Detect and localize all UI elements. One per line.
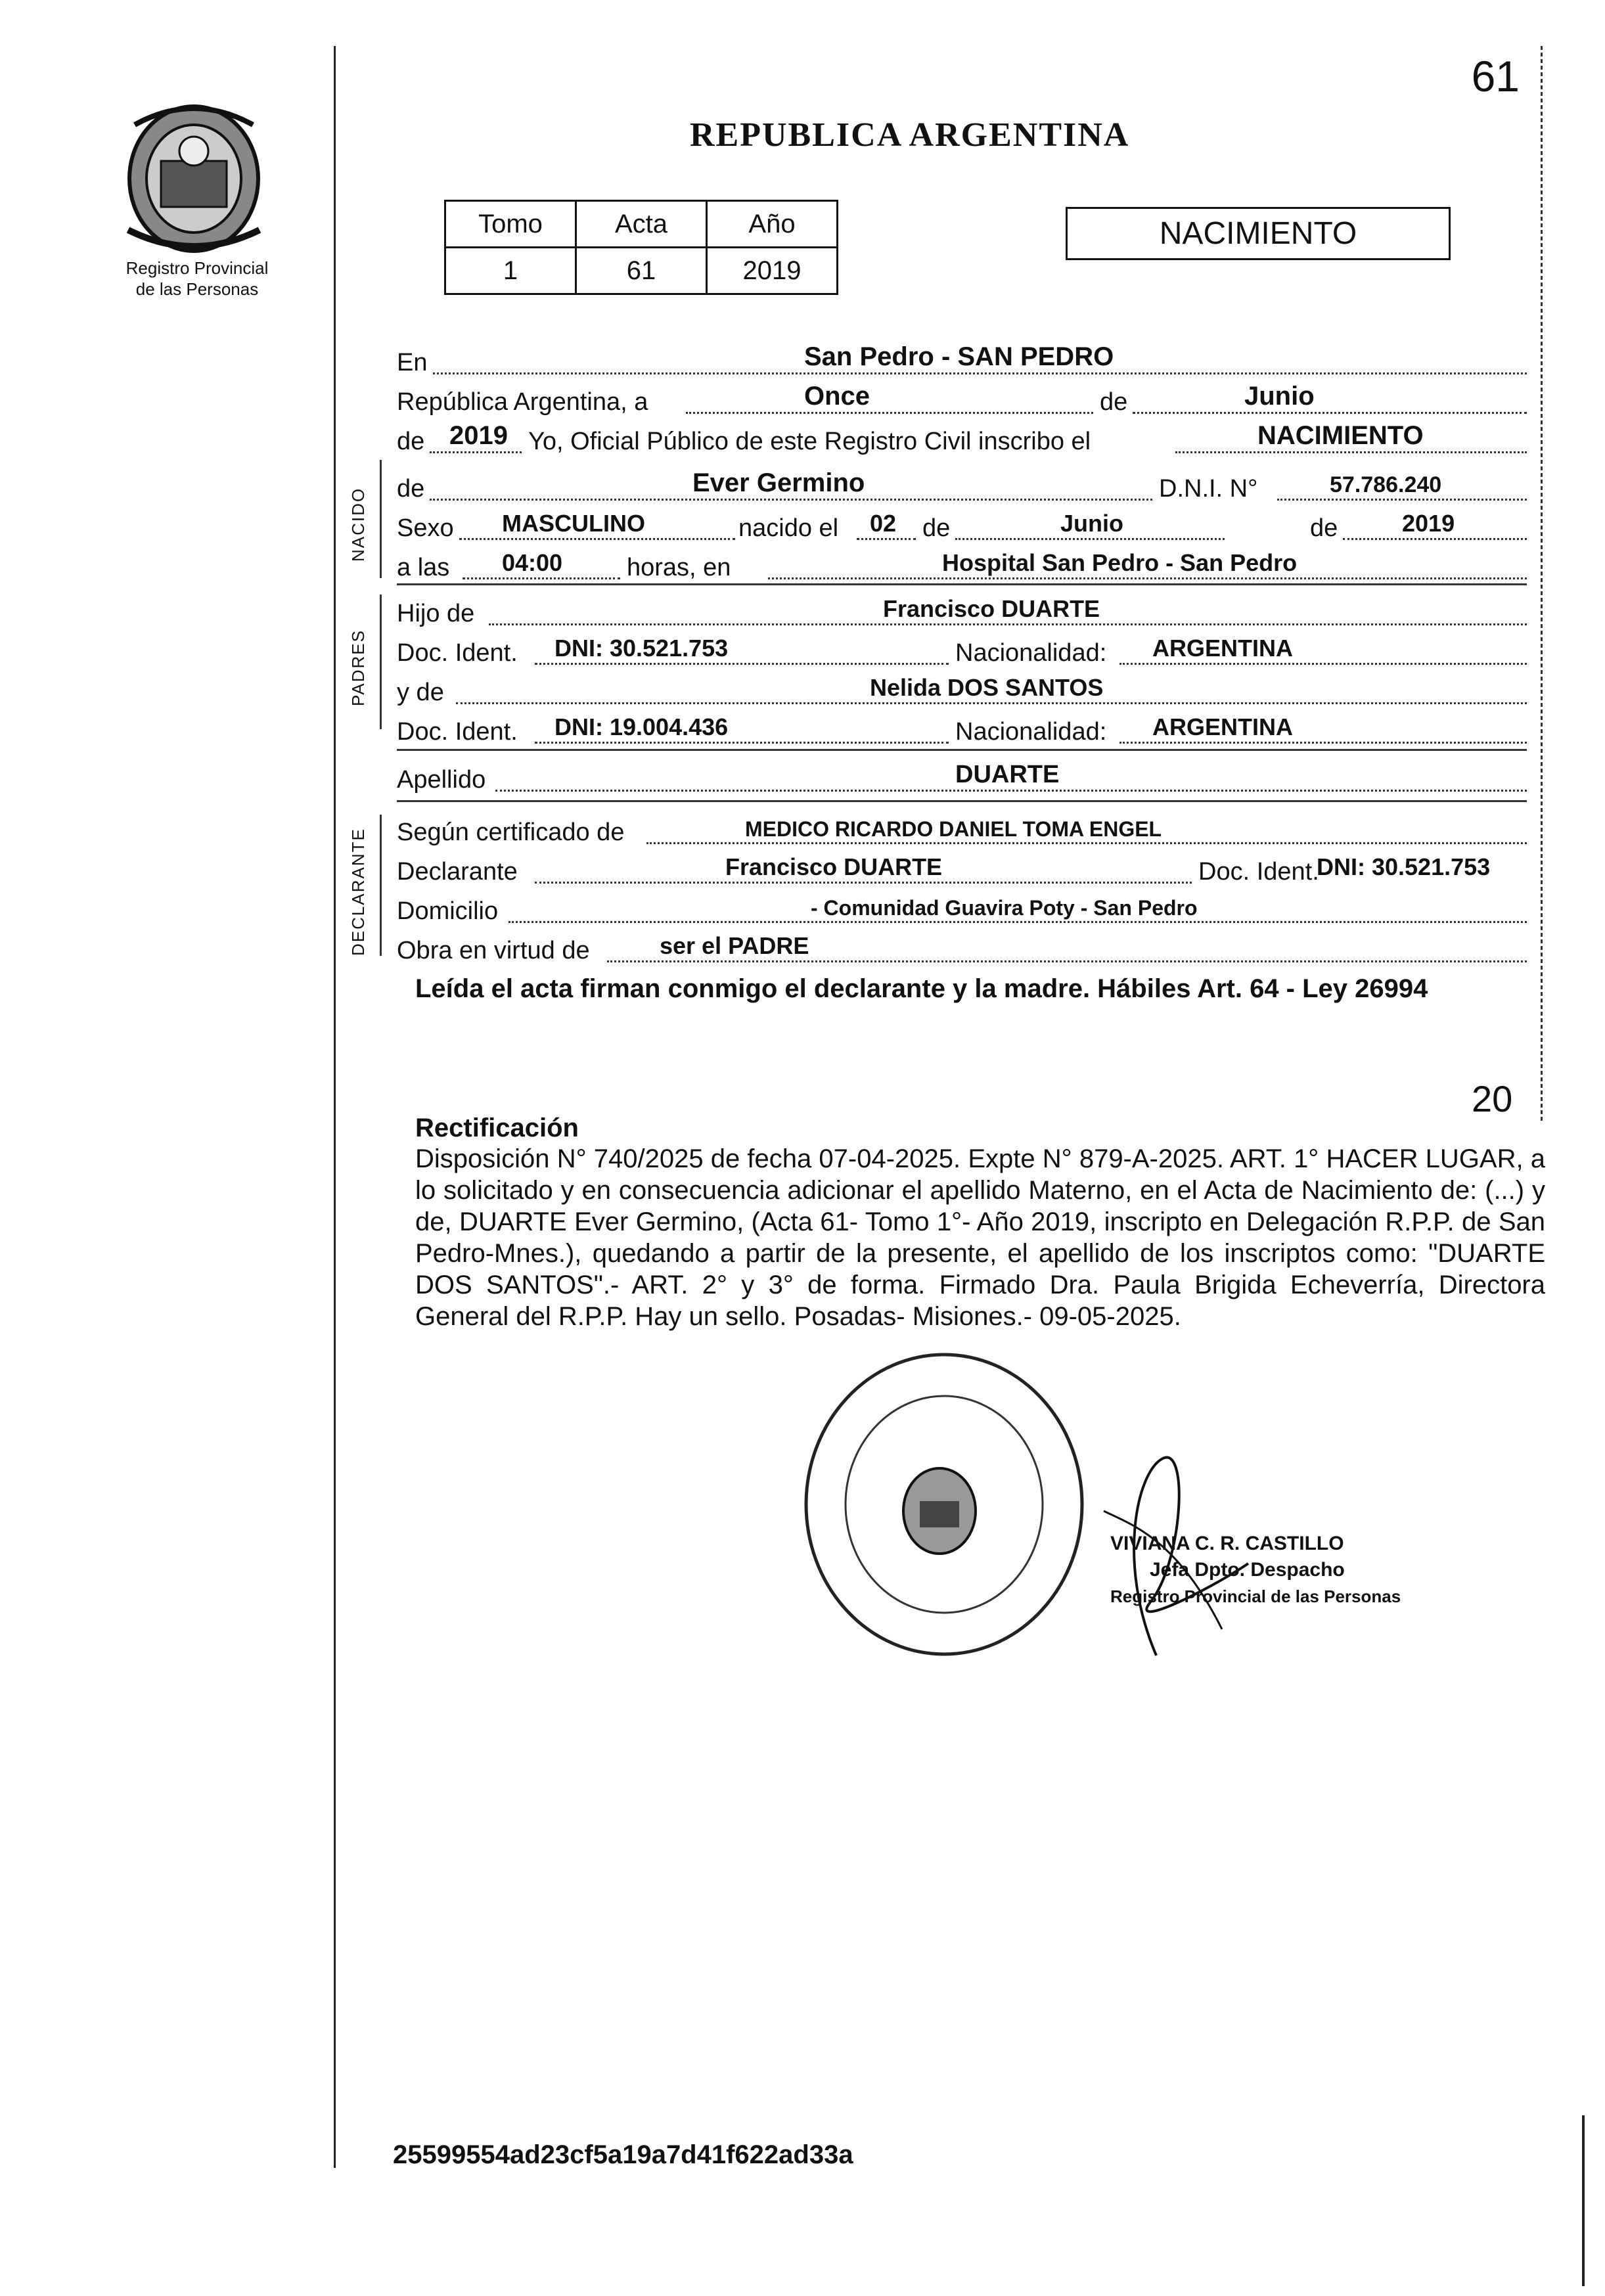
born-de2: de [1310,514,1338,542]
ref-header-ano: Año [707,201,838,248]
mother-nationality: ARGENTINA [1152,713,1293,740]
ref-value-ano: 2019 [707,248,838,294]
acting-value: ser el PADRE [660,932,809,959]
republica-label: República Argentina, a [397,388,648,416]
line-official [397,420,1527,460]
ref-value-tomo: 1 [445,248,576,294]
line-father [397,593,1527,632]
certificate-value: MEDICO RICARDO DANIEL TOMA ENGEL [745,817,1162,841]
parents-divider [397,749,1527,751]
line-father-doc [397,632,1527,671]
sex-label: Sexo [397,514,454,542]
born-de1: de [922,514,951,542]
line-acting [397,930,1527,969]
father-doc: DNI: 30.521.753 [554,635,729,662]
mother-doc-label: Doc. Ident. [397,718,518,746]
born-de-label: de [397,475,425,503]
signer-stamp [1110,1531,1401,1609]
father-name: Francisco DUARTE [883,595,1100,622]
surname-value: DUARTE [955,761,1060,788]
declarant-name: Francisco DUARTE [725,853,943,880]
line-surname [397,759,1527,798]
signer-role: Jefa Dpto. Despacho [1150,1559,1345,1581]
document-hash: 25599554ad23cf5a19a7d41f622ad33a [393,2140,853,2169]
line-place [397,342,1527,381]
born-day: 02 [870,510,897,537]
time-label: a las [397,554,450,581]
registry-caption-line1: Registro Provincial [125,258,269,278]
and-label: y de [397,679,444,706]
born-divider [397,583,1527,585]
declarant-doc: DNI: 30.521.753 [1317,853,1491,880]
born-year: 2019 [1402,510,1455,537]
born-month: Junio [1060,510,1123,537]
line-born-time [397,547,1527,586]
declarant-section-label: DECLARANTE [348,828,368,956]
declarant-label: Declarante [397,858,518,886]
registration-place: San Pedro - SAN PEDRO [804,342,1114,371]
born-sex: MASCULINO [502,510,645,537]
official-seal-stamp [798,1347,1091,1662]
born-bracket [380,460,382,578]
en-label: En [397,349,428,376]
rectification-title: Rectificación [415,1114,579,1142]
signer-office: Registro Provincial de las Personas [1110,1587,1401,1606]
surname-divider [397,800,1527,802]
born-place: Hospital San Pedro - San Pedro [942,549,1298,576]
official-text: Yo, Oficial Público de este Registro Civil inscribo el [528,428,1091,455]
de-label: de [1100,388,1128,416]
born-section-label: NACIDO [348,487,368,562]
left-margin-line [334,46,336,2168]
registration-month: Junio [1244,382,1315,411]
line-mother [397,671,1527,711]
registration-year: 2019 [449,421,508,450]
born-time: 04:00 [502,549,563,576]
signer-name: VIVIANA C. R. CASTILLO [1110,1533,1344,1554]
act-type-box: NACIMIENTO [1066,207,1451,260]
dni-label: D.N.I. N° [1159,475,1258,503]
mother-name: Nelida DOS SANTOS [870,674,1104,701]
ref-header-tomo: Tomo [445,201,576,248]
declarant-doc-label: Doc. Ident. [1198,858,1319,886]
son-of-label: Hijo de [397,600,475,627]
line-certificate [397,811,1527,851]
father-nationality: ARGENTINA [1152,635,1293,662]
registration-day: Once [804,382,870,411]
certificate-label: Según certificado de [397,819,625,846]
born-label: nacido el [738,514,839,542]
ref-header-acta: Acta [576,201,707,248]
year-prefix: de [397,428,425,455]
born-name: Ever Germino [692,468,865,497]
reference-table [444,200,838,295]
domicile-value: - Comunidad Guavira Poty - San Pedro [811,896,1198,920]
registry-caption [99,258,296,300]
father-doc-label: Doc. Ident. [397,639,518,667]
domicile-label: Domicilio [397,897,499,925]
declarant-bracket [380,815,382,956]
ref-value-acta: 61 [576,248,707,294]
right-margin-line [1541,46,1543,1123]
line-born-name [397,468,1527,507]
parents-section-label: PADRES [348,629,368,706]
province-coat-of-arms-logo [115,99,273,259]
line-date [397,381,1527,420]
line-mother-doc [397,711,1527,750]
acting-label: Obra en virtud de [397,937,590,964]
page-number: 61 [1471,52,1520,101]
born-dni: 57.786.240 [1330,472,1442,497]
right-edge-line [1582,2115,1585,2286]
registry-caption-line2: de las Personas [135,279,259,299]
country-title: REPUBLICA ARGENTINA [690,116,1130,154]
mother-nationality-label: Nacionalidad: [955,718,1107,746]
line-born-sex [397,507,1527,547]
father-nationality-label: Nacionalidad: [955,639,1107,667]
surname-label: Apellido [397,766,486,794]
parents-bracket [380,595,382,729]
rectification-number: 20 [1472,1078,1513,1119]
line-domicile [397,890,1527,930]
rectification-body: Disposición N° 740/2025 de fecha 07-04-2025. Expte N° 879-A-2025. ART. 1° HACER LUGAR, a lo solicitado y en consecuencia adicionar el apellido Materno, en el Acta de Nacimiento de: (...) y de, DUARTE Ever Germino, (Acta 61- Tomo 1°- Año 2019, inscripto en Delegación R.P.P. de San Pedro-Mnes.), quedando a partir de la presente, el apellido de los inscriptos como: "DUARTE DOS SANTOS".- ART. 2° y 3° de forma. Firmado Dra. Paula Brigida Echeverría, Directora General del R.P.P. Hay un sello. Posadas- Misiones.- 09-05-2025. [415,1144,1545,1331]
hours-label: horas, en [627,554,731,581]
registered-as: NACIMIENTO [1257,421,1424,450]
line-declarant [397,851,1527,890]
mother-doc: DNI: 19.004.436 [554,713,729,740]
closing-statement: Leída el acta firman conmigo el declarante y la madre. Hábiles Art. 64 - Ley 26994 [415,974,1428,1003]
